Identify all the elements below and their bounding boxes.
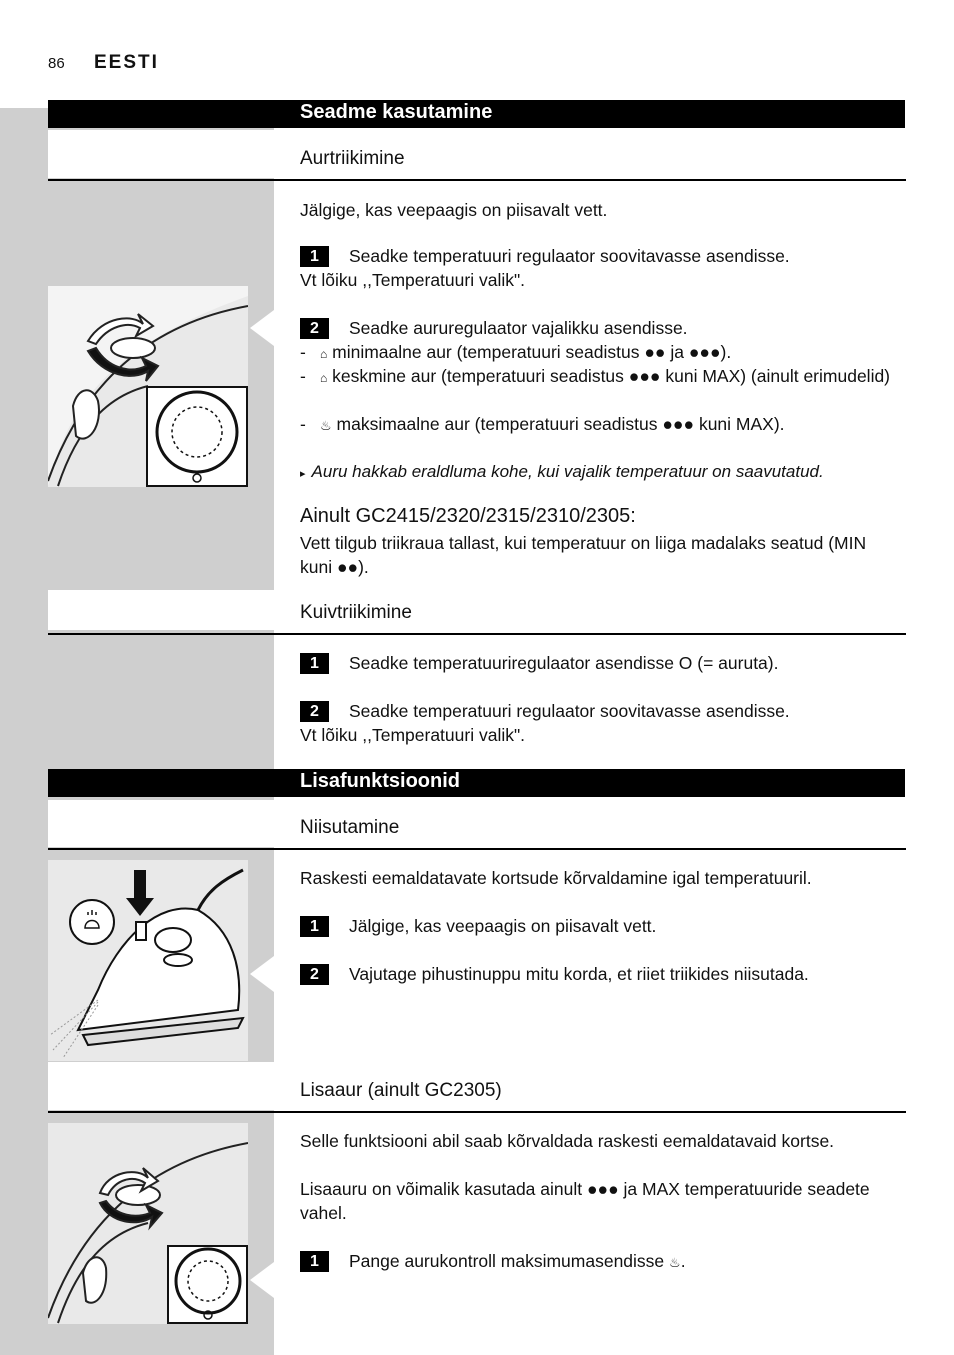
extra-note: Lisaauru on võimalik kasutada ainult ●●● ja MAX temperatuuride seadete vahel. xyxy=(300,1179,870,1223)
subheading-spray: Niisutamine xyxy=(300,817,400,838)
subheading-dry: Kuivtriikimine xyxy=(300,602,412,623)
margin-spacer xyxy=(48,130,274,178)
steam-bullet-min: - ⌂ minimaalne aur (temperatuuri seadistus ●● ja ●●●). xyxy=(300,342,732,362)
extra-steam-illustration xyxy=(48,1123,248,1324)
section-band-extra-functions xyxy=(48,769,905,797)
step-number: 2 xyxy=(300,964,329,985)
spray-intro: Raskesti eemaldatavate kortsude kõrvaldamine igal temperatuuril. xyxy=(300,868,812,888)
iron-max-steam-drawing xyxy=(48,1123,248,1324)
models-heading: Ainult GC2415/2320/2315/2310/2305: xyxy=(300,505,636,527)
step-text: Pange aurukontroll maksimumasendisse xyxy=(349,1251,665,1271)
step-text: Seadke temperatuuri regulaator soovitavasse asendisse. xyxy=(349,701,790,721)
section-band-usage xyxy=(48,100,905,128)
divider xyxy=(48,179,906,181)
steam-step-1 xyxy=(300,244,900,268)
step-text: Seadke temperatuuri regulaator soovitavasse asendisse. xyxy=(349,246,790,266)
step-number: 1 xyxy=(300,916,329,937)
extra-step-1: 1 Pange aurukontroll maksimumasendisse ♨. xyxy=(300,1249,900,1275)
result-arrow-icon: ▸ xyxy=(300,468,306,480)
iron-steam-dial-drawing xyxy=(48,286,248,487)
bullet-text: keskmine aur (temperatuuri seadistus ●●● kuni MAX) (ainult erimudelid) xyxy=(332,366,891,386)
divider xyxy=(48,1111,906,1113)
bullet-text: maksimaalne aur (temperatuuri seadistus ●●● kuni MAX). xyxy=(336,414,785,434)
step-text: Vajutage pihustinuppu mitu korda, et riiet triikides niisutada. xyxy=(349,964,809,984)
subheading-extra-steam: Lisaaur (ainult GC2305) xyxy=(300,1080,502,1101)
steam-bullet-mid: - ⌂ keskmine aur (temperatuuri seadistus ●●● kuni MAX) (ainult erimudelid) xyxy=(300,366,891,386)
extra-intro: Selle funktsiooni abil saab kõrvaldada raskesti eemaldatavaid kortse. xyxy=(300,1131,835,1151)
models-text: Vett tilgub triikraua tallast, kui temperatuur on liiga madalaks seatud (MIN kuni ●●). xyxy=(300,533,867,577)
dry-step-2 xyxy=(300,699,900,723)
steam-result xyxy=(300,460,880,486)
max-steam-icon: ♨ xyxy=(320,418,332,433)
callout-pointer xyxy=(250,310,274,346)
step-text: Jälgige, kas veepaagis on piisavalt vett. xyxy=(349,916,657,936)
divider xyxy=(48,848,906,850)
step-number: 1 xyxy=(300,1251,329,1272)
steam-intro: Jälgige, kas veepaagis on piisavalt vett. xyxy=(300,200,608,220)
dry-step-2-ref: Vt lõiku ,,Temperatuuri valik". xyxy=(300,725,526,745)
steam-step-2 xyxy=(300,316,900,340)
spray-step-2 xyxy=(300,962,900,986)
step-number: 2 xyxy=(300,701,329,722)
callout-pointer xyxy=(250,956,274,992)
step-text: Seadke temperatuuriregulaator asendisse O (= auruta). xyxy=(349,653,779,673)
medium-steam-icon: ⌂ xyxy=(320,371,328,385)
iron-spray-drawing xyxy=(48,860,248,1061)
min-steam-icon: ⌂ xyxy=(320,347,328,361)
margin-spacer xyxy=(48,1062,274,1110)
step-number: 1 xyxy=(300,653,329,674)
subheading-steam: Aurtriikimine xyxy=(300,148,405,169)
spray-illustration xyxy=(48,860,248,1061)
section-title: Lisafunktsioonid xyxy=(300,770,460,792)
steam-step-1-ref: Vt lõiku ,,Temperatuuri valik". xyxy=(300,270,526,290)
step-number: 1 xyxy=(300,246,329,267)
divider xyxy=(48,633,906,635)
margin-spacer xyxy=(48,800,274,847)
page-language: EESTI xyxy=(94,52,159,73)
bullet-text: minimaalne aur (temperatuuri seadistus ●● ja ●●●). xyxy=(332,342,732,362)
steam-control-illustration xyxy=(48,286,248,487)
page-number: 86 xyxy=(48,55,65,72)
step-number: 2 xyxy=(300,318,329,339)
spray-step-1 xyxy=(300,914,900,938)
section-title: Seadme kasutamine xyxy=(300,101,493,123)
callout-pointer xyxy=(250,1262,274,1298)
step-text: Seadke aururegulaator vajalikku asendisse. xyxy=(349,318,688,338)
margin-spacer xyxy=(48,590,274,630)
result-text: Auru hakkab eraldluma kohe, kui vajalik temperatuur on saavutatud. xyxy=(311,462,824,481)
steam-bullet-max: - ♨ maksimaalne aur (temperatuuri seadistus ●●● kuni MAX). xyxy=(300,414,785,434)
dry-step-1 xyxy=(300,651,900,675)
max-steam-icon: ♨ xyxy=(669,1255,681,1270)
